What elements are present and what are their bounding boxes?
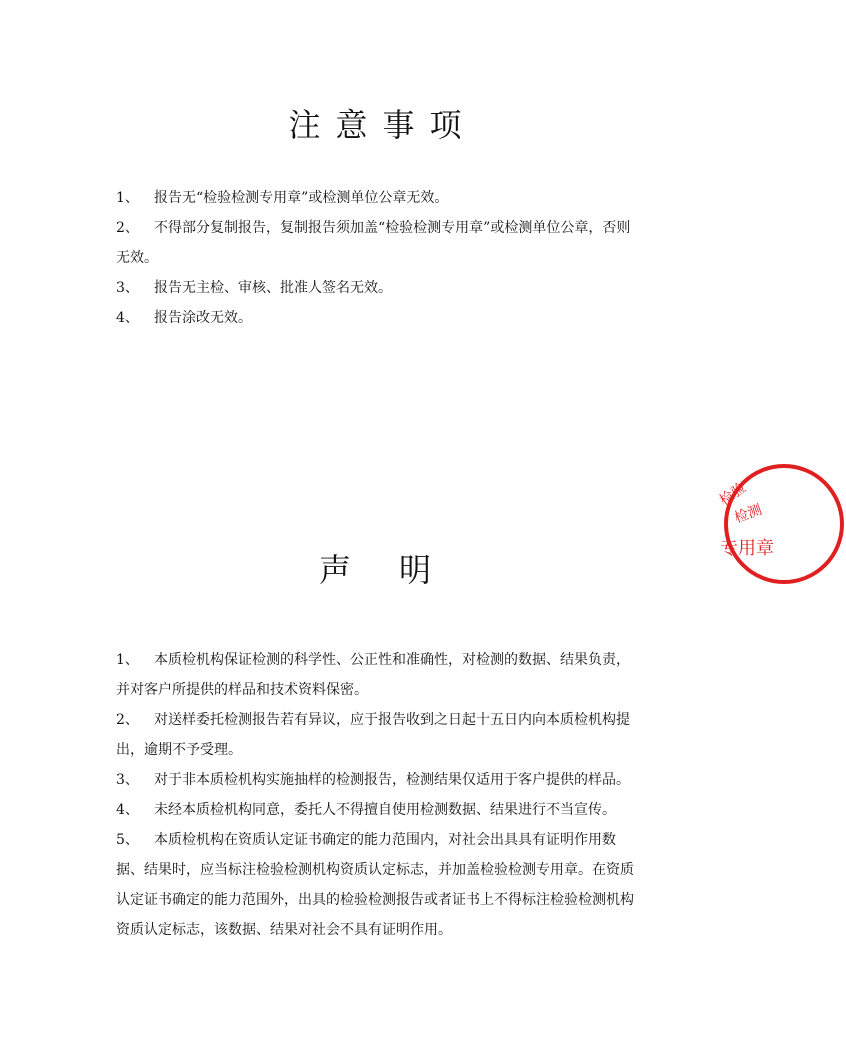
item-number: 2、	[116, 220, 139, 236]
statement-item	[116, 795, 641, 825]
seal-arc-text: 检验	[716, 479, 750, 510]
item-number: 4、	[116, 310, 139, 326]
statement-item	[116, 705, 641, 765]
item-number: 4、	[116, 802, 139, 818]
statement-item	[116, 825, 641, 945]
item-text: 不得部分复制报告，复制报告须加盖“检验检测专用章”或检测单位公章，否则无效。	[116, 220, 631, 266]
item-text: 报告无主检、审核、批准人签名无效。	[154, 280, 392, 296]
item-number: 1、	[116, 652, 139, 668]
item-number: 2、	[116, 712, 139, 728]
item-number: 5、	[116, 832, 139, 848]
item-number: 1、	[116, 190, 139, 206]
seal-arc-text: 检测	[732, 501, 765, 527]
item-text: 对送样委托检测报告若有异议，应于报告收到之日起十五日内向本质检机构提出，逾期不予受理。	[116, 712, 630, 758]
statement-item	[116, 765, 641, 795]
notice-heading: 注意事项	[288, 106, 477, 144]
seal-text: 专用章	[720, 538, 774, 559]
notice-item	[116, 273, 641, 303]
item-text: 未经本质检机构同意，委托人不得擅自使用检测数据、结果进行不当宣传。	[154, 802, 616, 818]
item-number: 3、	[116, 772, 139, 788]
item-text: 本质检机构在资质认定证书确定的能力范围内，对社会出具具有证明作用数据、结果时，应当标注检验检测机构资质认定标志，并加盖检验检测专用章。在资质认定证书确定的能力范围外，出具的检验检测报告或者证书上不得标注检验检测机构资质认定标志，该数据、结果对社会不具有证明作用。	[116, 832, 634, 938]
notice-item	[116, 303, 641, 333]
notice-item	[116, 213, 641, 273]
item-text: 本质检机构保证检测的科学性、公正性和准确性，对检测的数据、结果负责，并对客户所提供的样品和技术资料保密。	[116, 652, 630, 698]
statement-item	[116, 645, 641, 705]
notice-list	[116, 183, 641, 333]
item-text: 报告涂改无效。	[154, 310, 252, 326]
item-text: 对于非本质检机构实施抽样的检测报告，检测结果仅适用于客户提供的样品。	[154, 772, 630, 788]
statement-list	[116, 645, 641, 945]
item-text: 报告无“检验检测专用章”或检测单位公章无效。	[154, 190, 449, 206]
statement-heading: 声明	[318, 551, 479, 589]
notice-item	[116, 183, 641, 213]
item-number: 3、	[116, 280, 139, 296]
